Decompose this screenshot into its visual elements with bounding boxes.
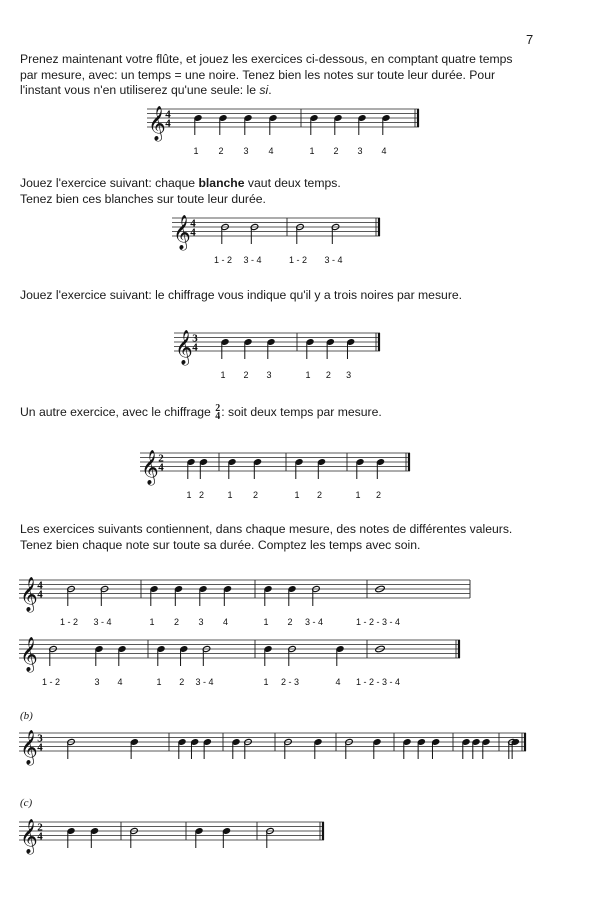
ex2-bold-word: blanche	[198, 176, 245, 190]
treble-clef-icon: 𝄞	[20, 819, 38, 854]
whole-note	[356, 585, 400, 627]
staff-ex5a	[19, 577, 470, 627]
beat-count: 2	[375, 490, 382, 500]
beat-count: 2	[243, 370, 249, 380]
ex4-suffix: : soit deux temps par mesure.	[221, 405, 382, 420]
treble-clef-icon: 𝄞	[20, 730, 38, 765]
quarter-note	[243, 338, 252, 380]
quarter-note	[130, 738, 138, 759]
time-sig-top: 4	[190, 217, 196, 230]
quarter-note	[326, 338, 335, 380]
ex3-line: Jouez l'exercice suivant: le chiffrage vous indique qu'il y a trois noires par mesure.	[20, 288, 463, 302]
beat-count: 1	[156, 677, 162, 687]
quarter-note	[195, 827, 203, 848]
time-sig-top: 2	[37, 821, 43, 834]
staff-ex2	[172, 215, 380, 265]
ex5-line: Les exercices suivants contiennent, dans chaque mesure, des notes de différentes valeurs.	[20, 522, 513, 536]
quarter-note	[253, 458, 262, 500]
half-note	[214, 223, 232, 265]
beat-count: 2	[325, 370, 331, 380]
time-sig-bottom: 4	[37, 741, 43, 754]
quarter-note	[462, 738, 470, 759]
beat-count: 3 - 4	[243, 255, 262, 265]
quarter-note	[227, 458, 236, 500]
quarter-note	[243, 114, 252, 156]
beat-count: 2	[252, 490, 259, 500]
staff-ex1	[147, 106, 419, 156]
quarter-note	[156, 645, 165, 687]
page-number: 7	[526, 32, 534, 47]
beat-count: 4	[117, 677, 123, 687]
quarter-note	[309, 114, 318, 156]
treble-clef-icon: 𝄞	[141, 450, 159, 485]
quarter-note	[218, 114, 227, 156]
quarter-note	[482, 738, 490, 759]
quarter-note	[149, 585, 158, 627]
whole-note	[356, 645, 400, 687]
half-note	[305, 585, 323, 627]
half-note	[195, 645, 213, 687]
frac-bottom: 4	[215, 411, 221, 422]
quarter-note	[431, 738, 439, 759]
beat-count: 1	[227, 490, 233, 500]
time-sig-top: 3	[37, 732, 43, 745]
ex4-prefix: Un autre exercice, avec le chiffrage	[20, 405, 215, 420]
beat-count: 3 - 4	[304, 617, 324, 627]
treble-clef-icon: 𝄞	[20, 637, 38, 672]
half-note	[289, 223, 307, 265]
intro-line: Prenez maintenant votre flûte, et jouez les exercices ci-dessous, en comptant quatre temps	[20, 52, 513, 66]
quarter-note	[90, 827, 98, 848]
quarter-note	[117, 645, 126, 687]
beat-count: 2 - 3	[280, 677, 300, 687]
beat-count: 2	[287, 617, 293, 627]
quarter-note	[190, 738, 198, 759]
ex2-prefix: Jouez l'exercice suivant: chaque	[20, 176, 199, 190]
beat-count: 2	[218, 146, 224, 156]
quarter-note	[417, 738, 425, 759]
beat-count: 1 - 2	[59, 617, 79, 627]
label-c: (c)	[20, 797, 33, 809]
beat-count: 4	[335, 677, 341, 687]
beat-count: 3 - 4	[195, 677, 214, 687]
ex2-line: Tenez bien ces blanches sur toute leur durée.	[20, 191, 266, 206]
quarter-note	[333, 114, 342, 156]
time-sig-bottom: 4	[37, 830, 43, 843]
quarter-note	[268, 114, 277, 156]
quarter-note	[263, 645, 272, 687]
quarter-note	[511, 738, 519, 759]
beat-count: 1	[355, 490, 361, 500]
beat-count: 1	[263, 617, 269, 627]
time-sig-bottom: 4	[37, 588, 43, 601]
beat-count: 3	[94, 677, 100, 687]
beat-count: 4	[381, 146, 387, 156]
beat-count: 3	[346, 370, 352, 380]
quarter-note	[94, 645, 103, 687]
quarter-note	[266, 338, 275, 380]
quarter-note	[305, 338, 314, 380]
beat-count: 2	[198, 490, 205, 500]
half-note	[266, 827, 274, 848]
half-note	[244, 738, 252, 759]
time-sig-top: 2	[158, 452, 164, 465]
beat-count: 2	[173, 617, 180, 627]
beat-count: 1	[193, 146, 199, 156]
beat-count: 3 - 4	[324, 255, 343, 265]
time-sig-bottom: 4	[158, 461, 164, 474]
quarter-note	[472, 738, 480, 759]
beat-count: 1	[263, 677, 269, 687]
quarter-note	[193, 114, 202, 156]
treble-clef-icon: 𝄞	[20, 577, 38, 612]
treble-clef-icon: 𝄞	[173, 215, 191, 250]
quarter-note	[376, 458, 385, 500]
beat-count: 2	[179, 677, 185, 687]
beat-count: 1	[149, 617, 155, 627]
half-note	[243, 223, 261, 265]
quarter-note	[199, 458, 208, 500]
half-note	[93, 585, 111, 627]
half-note	[130, 827, 138, 848]
quarter-note	[381, 114, 390, 156]
ex5-line: Tenez bien chaque note sur toute sa durée. Comptez les temps avec soin.	[20, 537, 421, 552]
time-sig-top: 4	[165, 108, 171, 121]
time-sig-bottom: 4	[165, 117, 171, 130]
quarter-note	[317, 458, 326, 500]
beat-count: 3	[198, 617, 204, 627]
beat-count: 1	[186, 490, 192, 500]
half-note	[281, 645, 299, 687]
quarter-note	[179, 645, 188, 687]
half-note	[284, 738, 292, 759]
quarter-note	[346, 338, 355, 380]
quarter-note	[178, 738, 186, 759]
time-sig-top: 4	[37, 579, 43, 592]
staff-ex3	[174, 330, 380, 380]
staff-ex4	[140, 450, 410, 500]
beat-count: 1	[305, 370, 311, 380]
quarter-note	[287, 585, 296, 627]
quarter-note	[220, 338, 229, 380]
quarter-note	[403, 738, 411, 759]
staff-ex5b	[19, 637, 460, 687]
beat-count: 3 - 4	[93, 617, 112, 627]
beat-count: 4	[222, 617, 229, 627]
beat-count: 4	[268, 146, 274, 156]
beat-count: 1	[309, 146, 315, 156]
quarter-note	[67, 827, 75, 848]
quarter-note	[198, 585, 207, 627]
quarter-note	[223, 585, 232, 627]
frac-top: 2	[215, 403, 221, 414]
intro-line-prefix: l'instant vous n'en utiliserez qu'une seule: le	[20, 83, 260, 98]
quarter-note	[373, 738, 381, 759]
half-note	[345, 738, 353, 759]
beat-count: 1 - 2	[213, 255, 233, 265]
quarter-note	[355, 458, 364, 500]
ex2-suffix: vaut deux temps.	[244, 176, 341, 190]
beat-count: 3	[266, 370, 272, 380]
beat-count: 1 - 2 - 3 - 4	[355, 677, 401, 687]
quarter-note	[186, 458, 195, 500]
beat-count: 2	[333, 146, 339, 156]
beat-count: 2	[316, 490, 323, 500]
beat-count: 1 - 2	[41, 677, 61, 687]
treble-clef-icon: 𝄞	[175, 330, 193, 365]
beat-count: 1	[220, 370, 226, 380]
beat-count: 1 - 2 - 3 - 4	[355, 617, 401, 627]
treble-clef-icon: 𝄞	[148, 106, 166, 141]
time-sig-bottom: 4	[192, 341, 198, 354]
quarter-note	[357, 114, 366, 156]
staff-ex7	[19, 819, 324, 855]
quarter-note	[263, 585, 272, 627]
beat-count: 1	[294, 490, 300, 500]
quarter-note	[222, 827, 230, 848]
label-b: (b)	[20, 710, 33, 722]
time-sig-bottom: 4	[190, 226, 196, 239]
quarter-note	[294, 458, 303, 500]
half-note	[67, 738, 75, 759]
beat-count: 3	[243, 146, 249, 156]
half-note	[42, 645, 60, 687]
half-note	[60, 585, 78, 627]
beat-count: 1 - 2	[288, 255, 308, 265]
half-note	[324, 223, 342, 265]
staff-ex6	[19, 730, 526, 766]
quarter-note	[203, 738, 211, 759]
intro-line-suffix: .	[268, 83, 272, 98]
time-sig-top: 3	[192, 332, 198, 345]
quarter-note	[174, 585, 183, 627]
quarter-note	[314, 738, 322, 759]
beat-count: 3	[357, 146, 363, 156]
quarter-note	[335, 645, 344, 687]
note-name-si: si	[259, 83, 269, 98]
intro-line: par mesure, avec: un temps = une noire. Tenez bien les notes sur toute leur durée. Pour	[20, 67, 496, 82]
quarter-note	[232, 738, 240, 759]
